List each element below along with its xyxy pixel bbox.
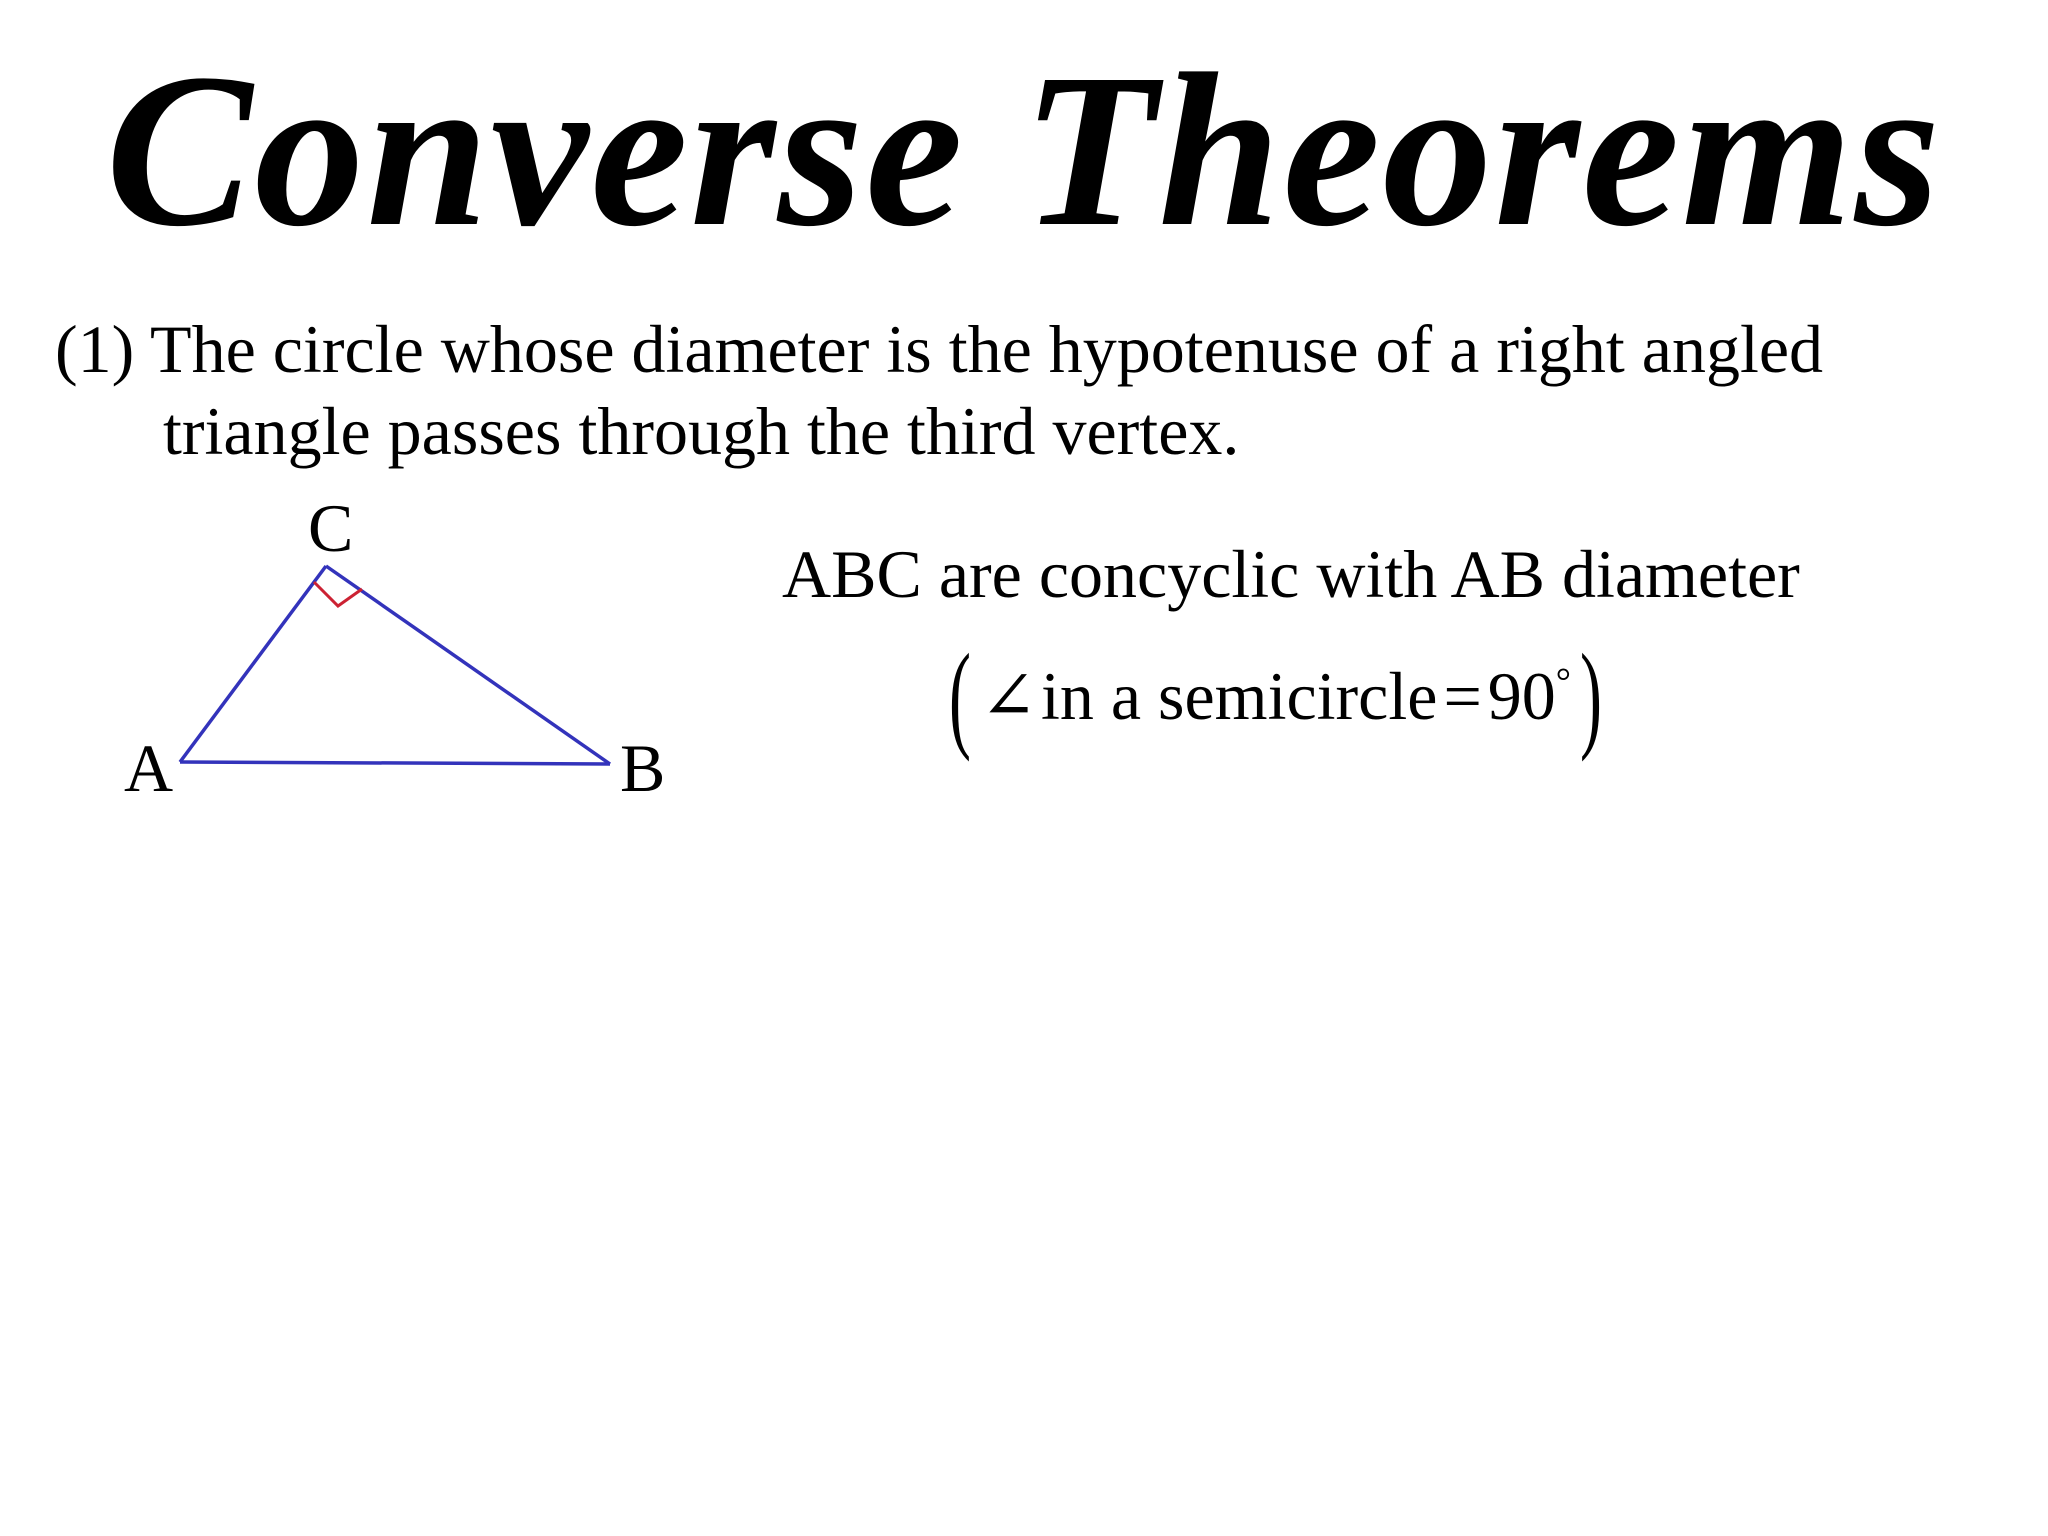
angle-symbol: ∠ — [979, 658, 1037, 734]
vertex-label-c: C — [308, 490, 354, 566]
right-angle-marker — [314, 582, 362, 606]
degree-symbol: ° — [1555, 661, 1571, 703]
triangle-abc — [180, 566, 610, 764]
vertex-label-b: B — [620, 730, 666, 806]
side-cb — [326, 566, 610, 764]
vertex-label-a: A — [124, 730, 174, 806]
reason-open-paren: ( — [948, 629, 971, 762]
slide-title: Converse Theorems — [105, 28, 1943, 272]
theorem-statement — [55, 308, 2015, 472]
side-ac — [180, 566, 326, 762]
reason-value: 90 — [1487, 658, 1556, 734]
theorem-line-1: (1) The circle whose diameter is the hypotenuse of a right angled — [55, 311, 1824, 387]
reason-close-paren: ) — [1579, 629, 1602, 762]
equals-sign: = — [1443, 658, 1482, 734]
reason-statement — [940, 629, 1611, 762]
reason-text: in a semicircle — [1040, 658, 1438, 734]
side-ab — [180, 762, 610, 764]
theorem-line-2: triangle passes through the third vertex. — [163, 393, 1240, 469]
conclusion-statement: ABC are concyclic with AB diameter — [782, 536, 1800, 612]
